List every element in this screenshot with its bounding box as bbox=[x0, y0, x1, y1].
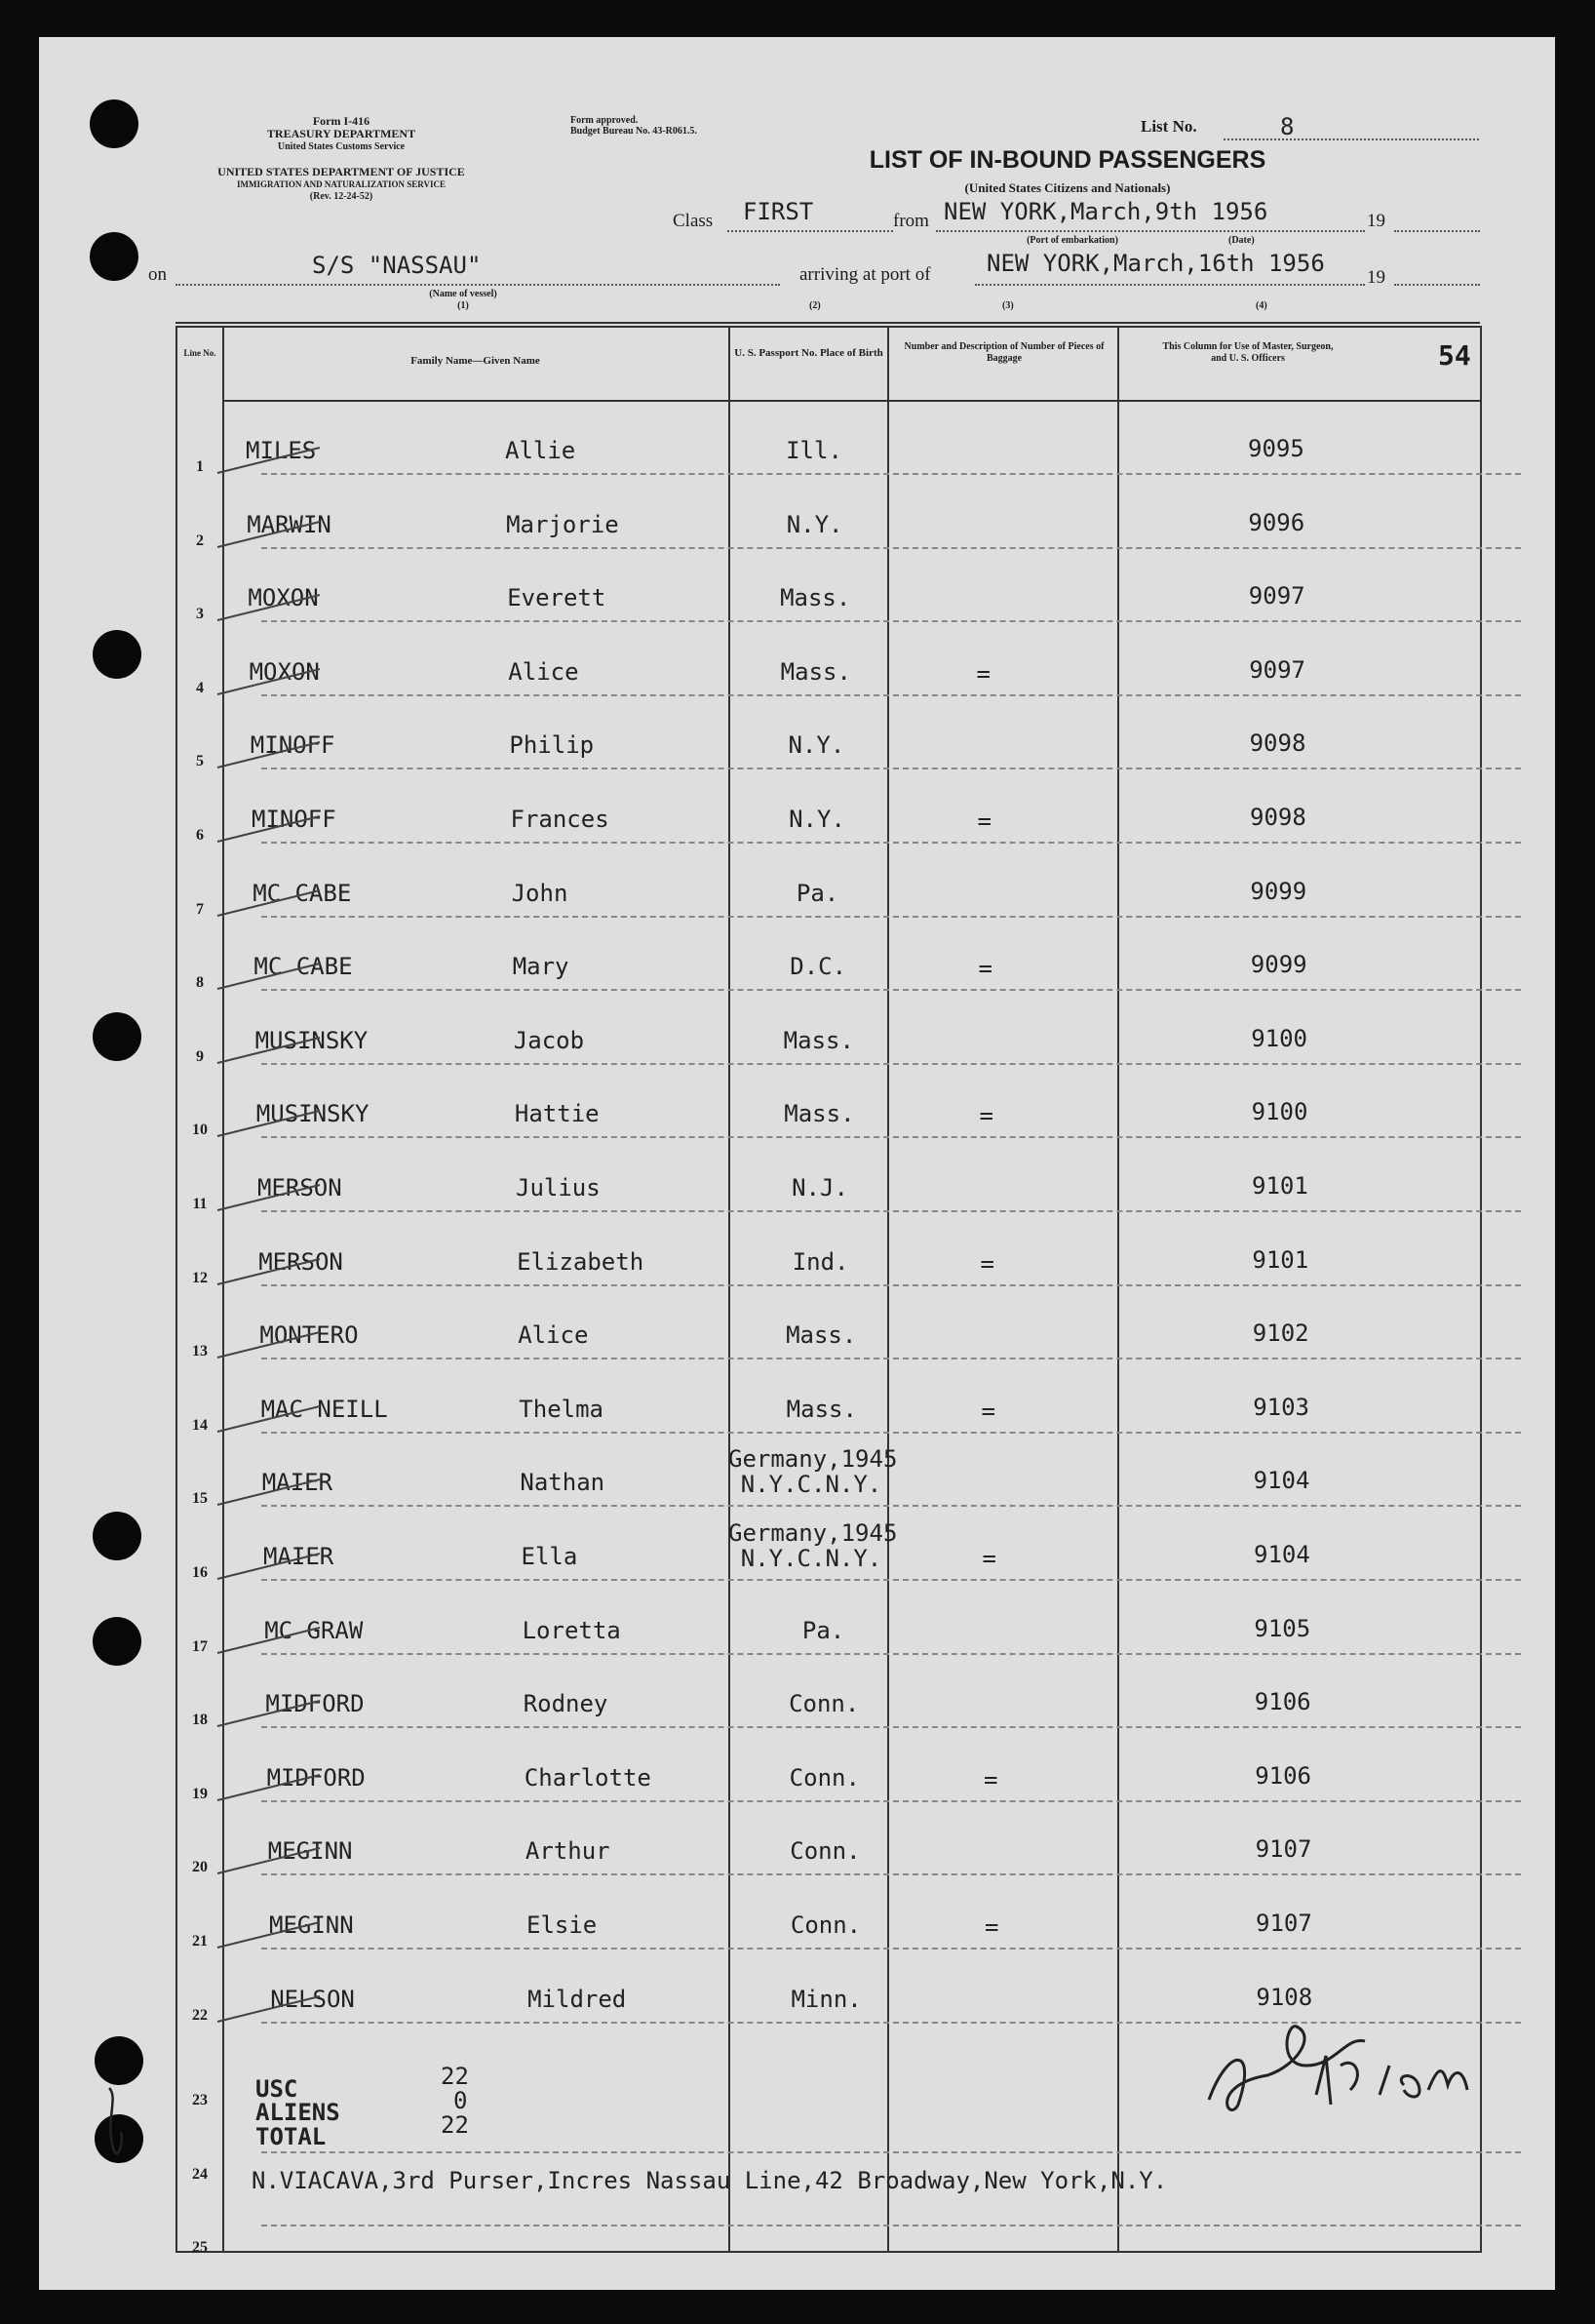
place-of-birth: Mass. bbox=[780, 657, 851, 686]
family-name: MAIER bbox=[261, 1469, 333, 1497]
family-name: MINOFF bbox=[252, 806, 336, 833]
place-of-birth: Germany,1945 bbox=[728, 1519, 898, 1547]
check-mark-icon bbox=[213, 1842, 330, 1881]
place-of-birth: Pa. bbox=[796, 879, 839, 907]
line-number: 5 bbox=[196, 753, 204, 770]
given-name: Charlotte bbox=[524, 1763, 651, 1792]
line-number: 7 bbox=[196, 900, 204, 918]
place-of-birth: Mass. bbox=[780, 584, 851, 612]
class-label: Class bbox=[673, 211, 714, 231]
given-name: Jacob bbox=[513, 1026, 585, 1054]
given-name: Everett bbox=[507, 584, 606, 612]
officer-number: 9095 bbox=[1248, 435, 1304, 462]
family-name: MEGINN bbox=[267, 1837, 353, 1866]
check-mark-icon bbox=[213, 1326, 330, 1365]
check-mark-icon bbox=[213, 1769, 330, 1808]
family-name: MOXON bbox=[248, 584, 319, 612]
check-mark-icon bbox=[213, 663, 330, 702]
place-of-birth: Mass. bbox=[783, 1026, 854, 1054]
officer-number: 9104 bbox=[1254, 1541, 1310, 1568]
check-mark-icon bbox=[213, 1622, 330, 1661]
line-number: 18 bbox=[192, 1712, 208, 1729]
baggage-ditto: = bbox=[985, 1913, 999, 1941]
check-mark-icon bbox=[213, 1695, 330, 1734]
list-no-value: 8 bbox=[1280, 113, 1295, 140]
list-no-label: List No. bbox=[1141, 117, 1197, 136]
on-label: on bbox=[148, 264, 167, 285]
place-of-birth: N.Y. bbox=[786, 510, 843, 538]
line-number: 17 bbox=[192, 1637, 208, 1655]
check-mark-icon bbox=[213, 589, 330, 628]
usc-value: 22 bbox=[441, 2063, 469, 2090]
line-number: 10 bbox=[192, 1122, 208, 1139]
line-number: 9 bbox=[196, 1047, 204, 1065]
officer-number: 9097 bbox=[1249, 655, 1305, 684]
column-header-officers: This Column for Use of Master, Surgeon, and U. S. Officers bbox=[1162, 341, 1334, 364]
given-name: Allie bbox=[505, 437, 576, 464]
handwritten-signature bbox=[1170, 2007, 1492, 2134]
officer-number: 9101 bbox=[1252, 1245, 1309, 1274]
treasury-department: TREASURY DEPARTMENT bbox=[266, 127, 416, 140]
form-number: Form I-416 bbox=[312, 114, 370, 128]
family-name: MUSINSKY bbox=[255, 1100, 370, 1128]
family-name: NELSON bbox=[270, 1985, 355, 2013]
column-header-name: Family Name—Given Name bbox=[410, 355, 540, 367]
date-caption: (Date) bbox=[1228, 235, 1255, 246]
line-number: 23 bbox=[192, 2092, 208, 2108]
line-number: 15 bbox=[192, 1490, 208, 1508]
place-of-birth: N.Y. bbox=[788, 731, 845, 760]
line-number: 24 bbox=[192, 2166, 208, 2183]
family-name: MAC NEILL bbox=[260, 1395, 388, 1423]
given-name: Marjorie bbox=[506, 510, 619, 538]
place-of-birth: Conn. bbox=[789, 1690, 860, 1718]
punch-hole-icon bbox=[93, 630, 141, 679]
caption-4: (4) bbox=[1256, 300, 1267, 311]
baggage-ditto: = bbox=[976, 659, 991, 688]
punch-hole-icon bbox=[90, 99, 138, 148]
check-mark-icon bbox=[213, 516, 330, 555]
usc-label: USC bbox=[255, 2075, 298, 2103]
given-name: Alice bbox=[508, 657, 579, 686]
family-name: MIDFORD bbox=[266, 1763, 366, 1792]
place-of-birth: Mass. bbox=[784, 1100, 855, 1128]
check-mark-icon bbox=[213, 1105, 330, 1144]
family-name: MIDFORD bbox=[265, 1690, 365, 1718]
officer-number: 9107 bbox=[1256, 1910, 1312, 1937]
officer-number: 9098 bbox=[1250, 804, 1306, 831]
column-header-baggage: Number and Description of Number of Pieces of Baggage bbox=[904, 341, 1105, 364]
document-subtitle: (United States Citizens and Nationals) bbox=[964, 180, 1171, 195]
family-name: MC CABE bbox=[253, 879, 352, 907]
justice-department: UNITED STATES DEPARTMENT OF JUSTICE bbox=[217, 165, 465, 178]
family-name: MILES bbox=[246, 437, 317, 464]
given-name: Arthur bbox=[525, 1837, 610, 1866]
vessel-caption: (Name of vessel) bbox=[429, 289, 497, 299]
place-of-birth: D.C. bbox=[790, 953, 847, 981]
place-of-birth: Minn. bbox=[791, 1985, 862, 2013]
place-of-birth-line-2: N.Y.C.N.Y. bbox=[740, 1471, 882, 1499]
family-name: MERSON bbox=[258, 1247, 343, 1276]
line-number: 11 bbox=[192, 1196, 208, 1212]
place-of-birth: Pa. bbox=[801, 1616, 845, 1644]
baggage-ditto: = bbox=[978, 955, 992, 983]
check-mark-icon bbox=[213, 1400, 330, 1439]
given-name: Mary bbox=[512, 953, 569, 981]
place-of-birth: N.Y. bbox=[789, 806, 845, 833]
aliens-value: 0 bbox=[453, 2087, 468, 2114]
punch-hole-icon bbox=[90, 232, 138, 281]
punch-hole-icon bbox=[93, 1617, 141, 1666]
line-number: 13 bbox=[192, 1343, 208, 1360]
total-label: TOTAL bbox=[255, 2123, 327, 2150]
officer-number: 9097 bbox=[1248, 582, 1305, 611]
line-number: 14 bbox=[192, 1416, 208, 1434]
margin-mark bbox=[99, 2083, 129, 2161]
vessel-name: S/S "NASSAU" bbox=[312, 252, 482, 279]
line-number: 20 bbox=[192, 1859, 208, 1876]
baggage-ditto: = bbox=[984, 1765, 998, 1793]
line-number: 6 bbox=[196, 827, 204, 844]
check-mark-icon bbox=[213, 1548, 330, 1587]
class-value: FIRST bbox=[743, 198, 814, 225]
place-of-birth: Conn. bbox=[789, 1763, 860, 1792]
family-name: MOXON bbox=[249, 657, 320, 686]
check-mark-icon bbox=[213, 1179, 330, 1218]
line-number: 8 bbox=[196, 974, 204, 992]
family-name: MINOFF bbox=[250, 731, 335, 760]
given-name: Ella bbox=[521, 1543, 578, 1570]
given-name: Frances bbox=[510, 806, 609, 833]
place-of-birth: Ind. bbox=[792, 1247, 849, 1276]
given-name: Thelma bbox=[519, 1395, 603, 1423]
officer-number: 9101 bbox=[1252, 1172, 1308, 1200]
punch-hole-icon bbox=[93, 1012, 141, 1061]
given-name: Julius bbox=[516, 1174, 601, 1201]
column-header-passport: U. S. Passport No. Place of Birth bbox=[734, 347, 883, 359]
arriving-label: arriving at port of bbox=[799, 264, 931, 285]
check-mark-icon bbox=[213, 958, 330, 997]
family-name: MARWIN bbox=[247, 510, 331, 538]
check-mark-icon bbox=[213, 885, 330, 924]
family-name: MUSINSKY bbox=[254, 1026, 369, 1054]
place-of-birth: Germany,1945 bbox=[728, 1445, 898, 1474]
officer-number: 9108 bbox=[1256, 1983, 1313, 2011]
ins-service: IMMIGRATION AND NATURALIZATION SERVICE bbox=[237, 179, 446, 189]
family-name: MERSON bbox=[257, 1174, 342, 1201]
aliens-label: ALIENS bbox=[255, 2099, 340, 2126]
officer-number: 9100 bbox=[1251, 1024, 1307, 1052]
check-mark-icon bbox=[213, 1253, 330, 1292]
family-name: MEGINN bbox=[269, 1911, 354, 1939]
given-name: John bbox=[511, 879, 568, 907]
officer-number: 9106 bbox=[1254, 1688, 1311, 1716]
caption-2: (2) bbox=[809, 300, 821, 311]
purser-signature-line: N.VIACAVA,3rd Purser,Incres Nassau Line,42 Broadway,New York,N.Y. bbox=[252, 2167, 1168, 2194]
year-suffix: 19 bbox=[1367, 211, 1385, 231]
officer-number: 9099 bbox=[1250, 951, 1307, 979]
check-mark-icon bbox=[213, 810, 330, 849]
punch-hole-icon bbox=[93, 1512, 141, 1560]
budget-bureau: Budget Bureau No. 43-R061.5. bbox=[570, 126, 697, 137]
from-label: from bbox=[893, 211, 929, 231]
customs-service: United States Customs Service bbox=[277, 141, 406, 152]
line-number: 21 bbox=[192, 1933, 208, 1950]
document-title: LIST OF IN-BOUND PASSENGERS bbox=[869, 146, 1266, 174]
baggage-ditto: = bbox=[980, 1249, 994, 1278]
officer-number: 9100 bbox=[1251, 1098, 1308, 1126]
family-name: MC CABE bbox=[253, 953, 353, 981]
place-of-birth: Ill. bbox=[786, 437, 842, 464]
officer-number: 9102 bbox=[1252, 1320, 1309, 1348]
line-number: 2 bbox=[196, 532, 204, 549]
family-name: MAIER bbox=[263, 1543, 334, 1570]
place-of-birth: Conn. bbox=[790, 1911, 862, 1939]
arrival-year-suffix: 19 bbox=[1367, 267, 1385, 288]
officer-number: 9105 bbox=[1254, 1614, 1311, 1642]
column-header-line-no: Line No. bbox=[183, 348, 216, 358]
check-mark-icon bbox=[213, 736, 330, 775]
given-name: Loretta bbox=[522, 1616, 621, 1644]
given-name: Rodney bbox=[523, 1690, 608, 1718]
officer-number: 9107 bbox=[1255, 1835, 1312, 1864]
page-number: 54 bbox=[1438, 339, 1471, 372]
place-of-birth: Mass. bbox=[786, 1321, 857, 1350]
line-number: 16 bbox=[192, 1564, 208, 1581]
check-mark-icon bbox=[213, 1990, 330, 2029]
place-of-birth: Conn. bbox=[790, 1837, 861, 1866]
caption-1: (1) bbox=[457, 300, 469, 311]
line-number: 22 bbox=[192, 2006, 208, 2024]
officer-number: 9098 bbox=[1249, 729, 1306, 758]
total-value: 22 bbox=[441, 2111, 469, 2139]
given-name: Hattie bbox=[514, 1100, 600, 1128]
caption-3: (3) bbox=[1002, 300, 1014, 311]
officer-number: 9096 bbox=[1248, 508, 1305, 536]
place-of-birth-line-2: N.Y.C.N.Y. bbox=[740, 1545, 882, 1572]
given-name: Philip bbox=[509, 731, 595, 760]
family-name: MONTERO bbox=[259, 1321, 359, 1350]
place-of-birth: Mass. bbox=[786, 1395, 857, 1423]
baggage-ditto: = bbox=[981, 1397, 995, 1425]
line-number: 4 bbox=[196, 679, 204, 696]
line-number: 25 bbox=[192, 2239, 208, 2256]
check-mark-icon bbox=[213, 442, 330, 481]
punch-hole-icon bbox=[95, 2036, 143, 2085]
officer-number: 9099 bbox=[1250, 877, 1307, 905]
line-number: 1 bbox=[196, 458, 204, 475]
officer-number: 9106 bbox=[1255, 1761, 1311, 1790]
place-of-birth: N.J. bbox=[792, 1174, 848, 1201]
baggage-ditto: = bbox=[982, 1545, 996, 1572]
given-name: Mildred bbox=[527, 1985, 627, 2013]
given-name: Nathan bbox=[520, 1469, 605, 1497]
officer-number: 9104 bbox=[1253, 1467, 1310, 1495]
form-approved: Form approved. bbox=[570, 115, 639, 126]
given-name: Elizabeth bbox=[517, 1247, 644, 1276]
given-name: Alice bbox=[518, 1321, 589, 1350]
check-mark-icon bbox=[213, 1916, 330, 1955]
family-name: MC GRAW bbox=[264, 1616, 364, 1644]
port-caption: (Port of embarkation) bbox=[1027, 235, 1118, 246]
given-name: Elsie bbox=[526, 1911, 598, 1939]
line-number: 3 bbox=[196, 606, 204, 623]
check-mark-icon bbox=[213, 1474, 330, 1513]
line-number: 19 bbox=[192, 1785, 208, 1802]
officer-number: 9103 bbox=[1253, 1393, 1309, 1421]
line-number: 12 bbox=[192, 1269, 208, 1286]
embarkation-value: NEW YORK,March,9th 1956 bbox=[944, 198, 1268, 225]
revision-date: (Rev. 12-24-52) bbox=[309, 191, 373, 202]
manifest-page bbox=[39, 37, 1555, 2290]
check-mark-icon bbox=[213, 1032, 330, 1071]
baggage-ditto: = bbox=[979, 1102, 993, 1130]
arrival-value: NEW YORK,March,16th 1956 bbox=[987, 250, 1325, 277]
baggage-ditto: = bbox=[977, 807, 992, 835]
